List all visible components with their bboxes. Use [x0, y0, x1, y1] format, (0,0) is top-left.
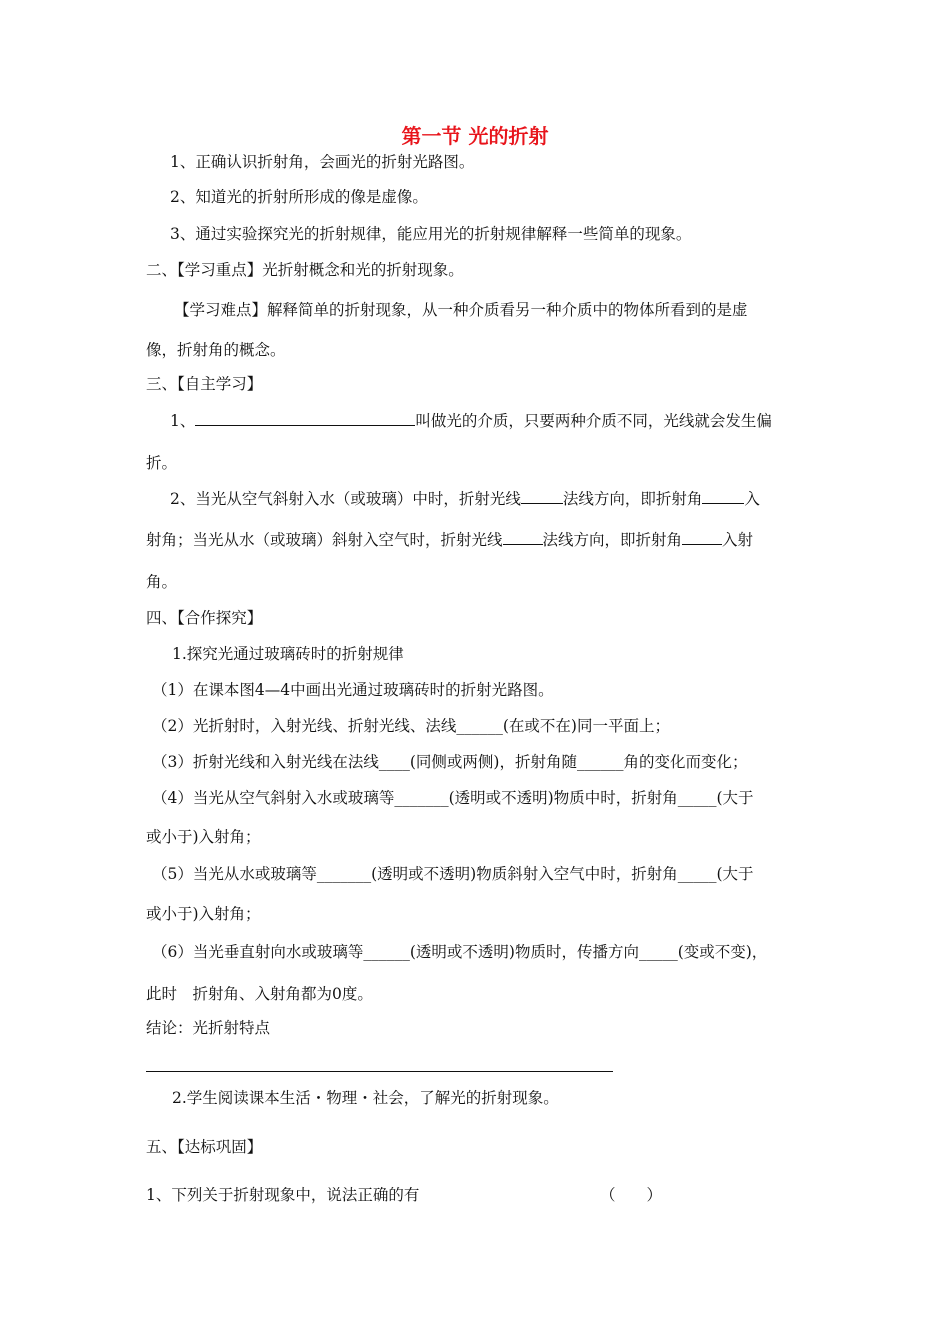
- q2-line2-text-a: 射角；当光从水（或玻璃）斜射入空气时，折射光线: [146, 531, 503, 549]
- q1-prefix: 1、: [170, 412, 196, 430]
- q2-text-c: 入: [744, 490, 760, 508]
- cooperation-item-1: 1.探究光通过玻璃砖时的折射规律: [172, 645, 404, 663]
- self-study-q1: [170, 410, 772, 432]
- difficulty-line-1: 【学习难点】解释简单的折射现象，从一种介质看另一种介质中的物体所看到的是虚: [174, 301, 748, 319]
- q2-text-a: 2、当光从空气斜射入水（或玻璃）中时，折射光线: [170, 490, 521, 508]
- step-1: （1）在课本图4—4中画出光通过玻璃砖时的折射光路图。: [152, 681, 554, 699]
- key-points-line: 二、【学习重点】光折射概念和光的折射现象。: [146, 261, 464, 279]
- self-study-q2-line2: [146, 529, 753, 551]
- q1-suffix: 叫做光的介质，只要两种介质不同，光线就会发生偏: [415, 412, 772, 430]
- objective-3: 3、通过实验探究光的折射规律，能应用光的折射规律解释一些简单的现象。: [170, 225, 692, 243]
- self-study-heading: 三、【自主学习】: [146, 375, 263, 393]
- answer-blank[interactable]: [521, 488, 563, 504]
- q2-line2-text-c: 入射: [722, 531, 754, 549]
- self-study-q1-line2: 折。: [146, 454, 178, 472]
- step-2: （2）光折射时，入射光线、折射光线、法线______(在或不在)同一平面上；: [152, 717, 670, 735]
- answer-blank[interactable]: [702, 488, 744, 504]
- answer-parentheses[interactable]: （ ）: [600, 1186, 663, 1204]
- conclusion-answer-line[interactable]: [146, 1071, 613, 1072]
- page-title: 第一节 光的折射: [401, 124, 549, 148]
- q2-line2-text-b: 法线方向，即折射角: [542, 531, 683, 549]
- difficulty-line-2: 像，折射角的概念。: [146, 341, 286, 359]
- objective-2: 2、知道光的折射所形成的像是虚像。: [170, 188, 428, 206]
- answer-blank[interactable]: [682, 529, 722, 545]
- answer-blank[interactable]: [195, 410, 415, 426]
- self-study-q2: [170, 488, 760, 510]
- cooperation-heading: 四、【合作探究】: [146, 609, 263, 627]
- cooperation-item-2: 2.学生阅读课本生活・物理・社会，了解光的折射现象。: [172, 1089, 559, 1107]
- step-5-cont: 或小于)入射角；: [146, 905, 261, 923]
- objective-1: 1、正确认识折射角，会画光的折射光路图。: [170, 153, 475, 171]
- conclusion-label: 结论：光折射特点: [146, 1019, 271, 1037]
- self-study-q2-line3: 角。: [146, 573, 178, 591]
- answer-blank[interactable]: [503, 529, 543, 545]
- step-3: （3）折射光线和入射光线在法线____(同侧或两侧)，折射角随______角的变化而变化；: [152, 753, 748, 771]
- q2-text-b: 法线方向，即折射角: [562, 490, 703, 508]
- step-4-cont: 或小于)入射角；: [146, 828, 261, 846]
- step-6-cont: 此时 折射角、入射角都为0度。: [146, 985, 373, 1003]
- step-5: （5）当光从水或玻璃等_______(透明或不透明)物质斜射入空气中时，折射角_____(大于: [152, 865, 754, 883]
- consolidation-heading: 五、【达标巩固】: [146, 1138, 263, 1156]
- step-6: （6）当光垂直射向水或玻璃等______(透明或不透明)物质时，传播方向_____(变或不变)，: [152, 943, 768, 961]
- consolidation-q1: 1、下列关于折射现象中，说法正确的有: [146, 1186, 420, 1204]
- step-4: （4）当光从空气斜射入水或玻璃等_______(透明或不透明)物质中时，折射角_____(大于: [152, 789, 754, 807]
